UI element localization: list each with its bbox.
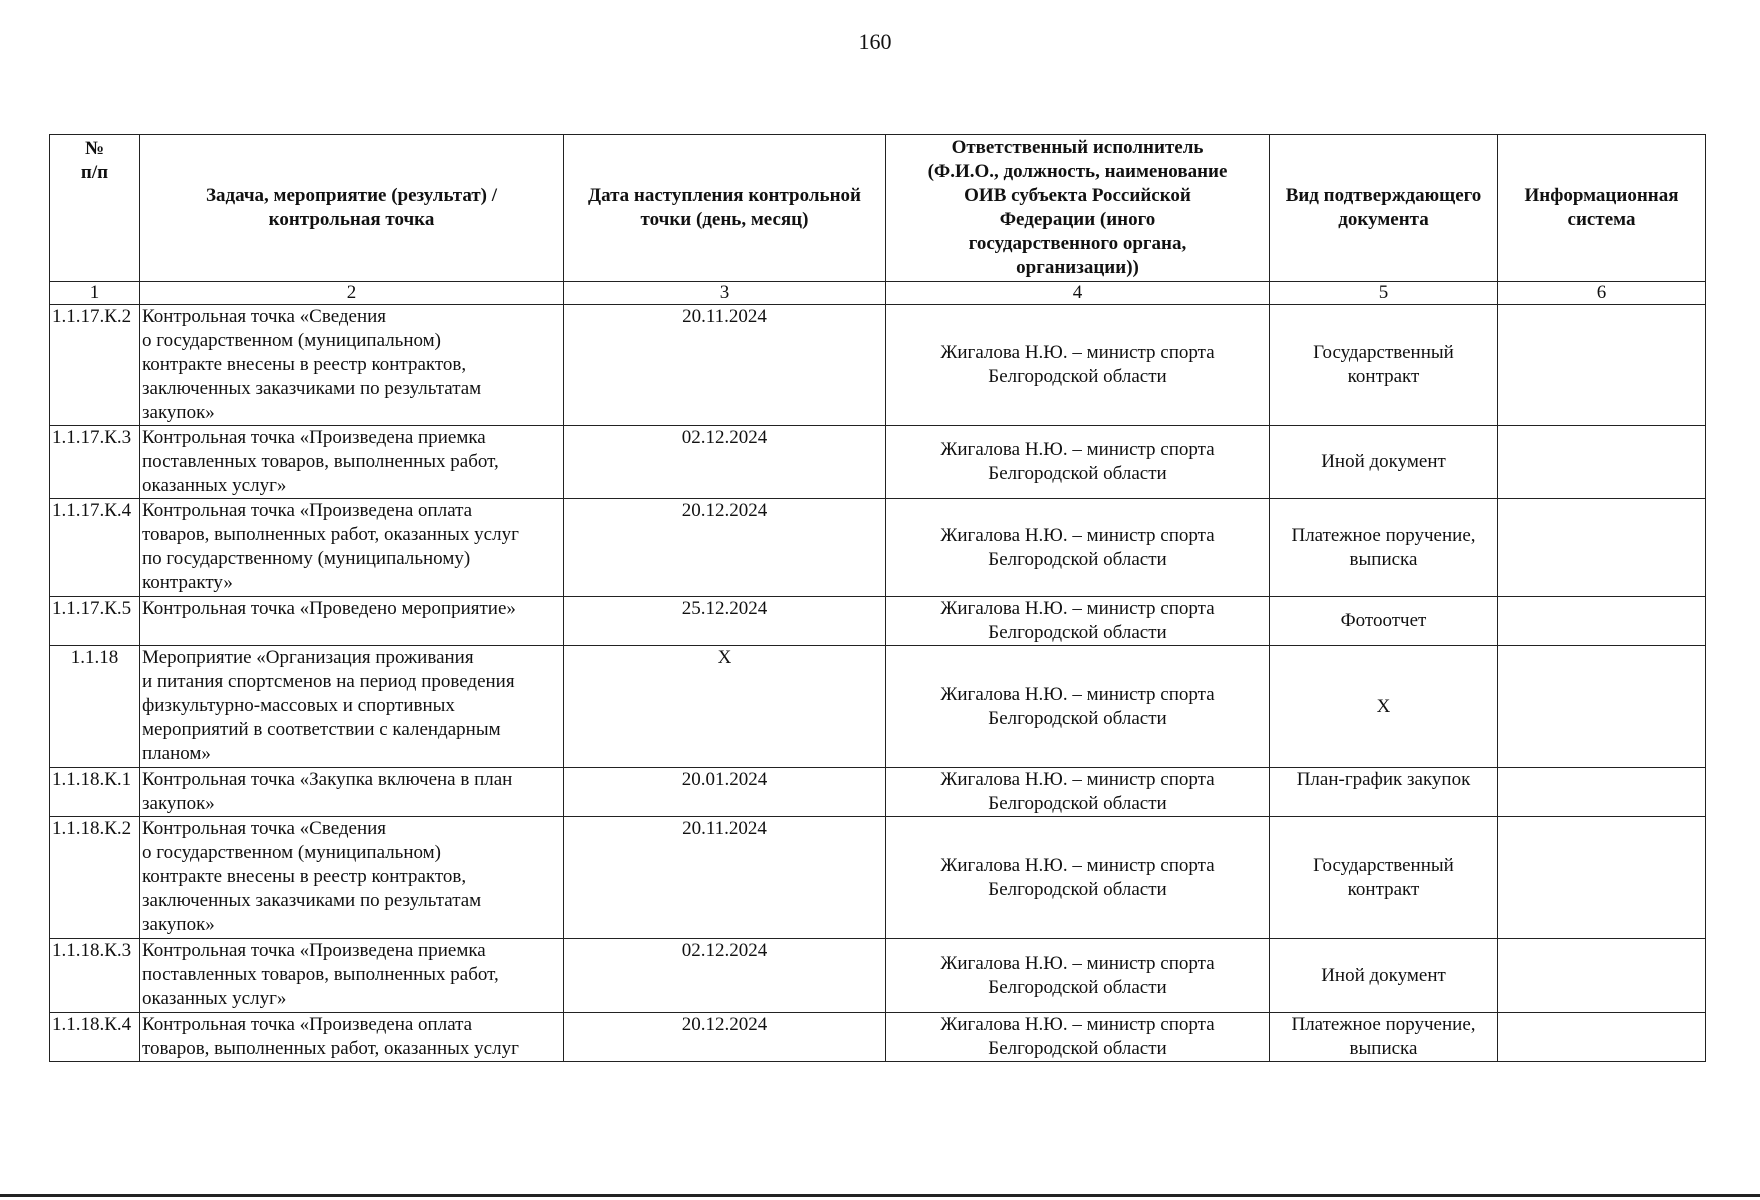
column-number: 1: [50, 282, 140, 305]
row-system: [1498, 499, 1706, 597]
row-number: 1.1.18: [50, 646, 140, 768]
column-number: 4: [886, 282, 1270, 305]
table-row: [50, 499, 1706, 597]
row-date: 20.01.2024: [564, 768, 886, 817]
row-number: 1.1.17.К.4: [50, 499, 140, 597]
table-row: [50, 305, 1706, 426]
row-system: [1498, 597, 1706, 646]
row-system: [1498, 768, 1706, 817]
table-row: [50, 817, 1706, 939]
row-system: [1498, 305, 1706, 426]
row-date: 02.12.2024: [564, 939, 886, 1013]
row-date: 20.11.2024: [564, 817, 886, 939]
row-date: 02.12.2024: [564, 426, 886, 499]
row-responsible: Жигалова Н.Ю. – министр спорта Белгородской области: [886, 817, 1270, 939]
row-task: Мероприятие «Организация проживания и питания спортсменов на период проведения физкультурно-массовых и спортивных мероприятий в соответствии с календарным планом»: [140, 646, 564, 768]
table-row: [50, 426, 1706, 499]
row-date: 20.11.2024: [564, 305, 886, 426]
header-num: № п/п: [50, 135, 140, 282]
table-row: [50, 646, 1706, 768]
column-number: 3: [564, 282, 886, 305]
row-document: План-график закупок: [1270, 768, 1498, 817]
row-date: 25.12.2024: [564, 597, 886, 646]
row-task: Контрольная точка «Произведена приемка поставленных товаров, выполненных работ, оказанных услуг»: [140, 426, 564, 499]
row-responsible: Жигалова Н.Ю. – министр спорта Белгородской области: [886, 1013, 1270, 1062]
row-number: 1.1.17.К.3: [50, 426, 140, 499]
table-row: [50, 768, 1706, 817]
row-responsible: Жигалова Н.Ю. – министр спорта Белгородской области: [886, 768, 1270, 817]
row-task: Контрольная точка «Сведения о государственном (муниципальном) контракте внесены в реестр контрактов, заключенных заказчиками по результатам закупок»: [140, 817, 564, 939]
row-document: Государственный контракт: [1270, 817, 1498, 939]
control-points-table: [49, 134, 1706, 1062]
row-task: Контрольная точка «Закупка включена в план закупок»: [140, 768, 564, 817]
row-document: Платежное поручение, выписка: [1270, 499, 1498, 597]
header-responsible: Ответственный исполнитель (Ф.И.О., должность, наименование ОИВ субъекта Российской Федерации (иного государственного органа, организации)): [886, 135, 1270, 282]
row-responsible: Жигалова Н.Ю. – министр спорта Белгородской области: [886, 939, 1270, 1013]
row-document: Иной документ: [1270, 939, 1498, 1013]
row-document: Х: [1270, 646, 1498, 768]
table-row: [50, 597, 1706, 646]
row-responsible: Жигалова Н.Ю. – министр спорта Белгородской области: [886, 305, 1270, 426]
row-date: 20.12.2024: [564, 1013, 886, 1062]
row-document: Государственный контракт: [1270, 305, 1498, 426]
row-task: Контрольная точка «Произведена приемка поставленных товаров, выполненных работ, оказанных услуг»: [140, 939, 564, 1013]
table-row: [50, 939, 1706, 1013]
row-responsible: Жигалова Н.Ю. – министр спорта Белгородской области: [886, 499, 1270, 597]
header-date: Дата наступления контрольной точки (день, месяц): [564, 135, 886, 282]
table-row: [50, 1013, 1706, 1062]
row-document: Иной документ: [1270, 426, 1498, 499]
row-number: 1.1.18.К.1: [50, 768, 140, 817]
row-date: 20.12.2024: [564, 499, 886, 597]
bottom-rule: [0, 1194, 1760, 1197]
row-document: Платежное поручение, выписка: [1270, 1013, 1498, 1062]
row-system: [1498, 817, 1706, 939]
header-row: [50, 135, 1706, 282]
page-number: 160: [858, 29, 892, 54]
row-task: Контрольная точка «Произведена оплата товаров, выполненных работ, оказанных услуг: [140, 1013, 564, 1062]
row-system: [1498, 426, 1706, 499]
row-number: 1.1.18.К.4: [50, 1013, 140, 1062]
row-responsible: Жигалова Н.Ю. – министр спорта Белгородской области: [886, 646, 1270, 768]
row-task: Контрольная точка «Проведено мероприятие»: [140, 597, 564, 646]
row-number: 1.1.18.К.3: [50, 939, 140, 1013]
row-responsible: Жигалова Н.Ю. – министр спорта Белгородской области: [886, 426, 1270, 499]
row-document: Фотоотчет: [1270, 597, 1498, 646]
row-task: Контрольная точка «Произведена оплата товаров, выполненных работ, оказанных услуг по государственному (муниципальному) контракту»: [140, 499, 564, 597]
column-number: 5: [1270, 282, 1498, 305]
header-task: Задача, мероприятие (результат) / контрольная точка: [140, 135, 564, 282]
row-date: Х: [564, 646, 886, 768]
row-number: 1.1.17.К.5: [50, 597, 140, 646]
row-system: [1498, 939, 1706, 1013]
row-number: 1.1.17.К.2: [50, 305, 140, 426]
row-system: [1498, 646, 1706, 768]
row-task: Контрольная точка «Сведения о государственном (муниципальном) контракте внесены в реестр контрактов, заключенных заказчиками по результатам закупок»: [140, 305, 564, 426]
row-number: 1.1.18.К.2: [50, 817, 140, 939]
header-document: Вид подтверждающего документа: [1270, 135, 1498, 282]
column-number-row: [50, 282, 1706, 305]
column-number: 2: [140, 282, 564, 305]
column-number: 6: [1498, 282, 1706, 305]
row-responsible: Жигалова Н.Ю. – министр спорта Белгородской области: [886, 597, 1270, 646]
header-system: Информационная система: [1498, 135, 1706, 282]
row-system: [1498, 1013, 1706, 1062]
